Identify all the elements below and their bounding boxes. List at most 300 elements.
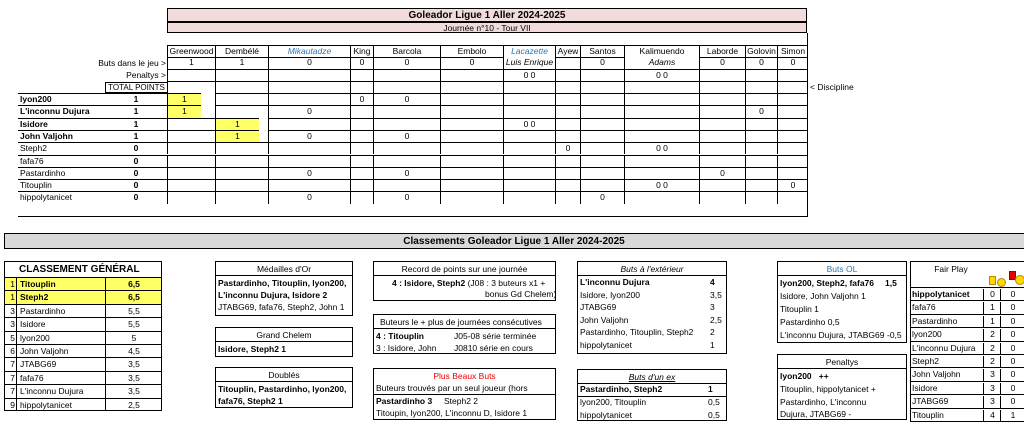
ranking-points: 6,5: [128, 279, 140, 289]
score-cell: [699, 142, 745, 154]
yellow-smiley-icon: [997, 278, 1006, 287]
exterieur-name: hippolytanicet: [580, 340, 632, 350]
participant-total: 1: [105, 105, 167, 117]
score-cell: [777, 93, 808, 105]
ranking-rank: 1: [5, 278, 17, 290]
exterieur-name: Pastardinho, Titouplin, Steph2: [580, 327, 694, 338]
fair-play-name: hippolytanicet: [912, 289, 984, 301]
score-cell: [624, 130, 699, 142]
buts-cell-2: 0: [268, 57, 350, 69]
score-cell: [699, 93, 745, 105]
ranking-points: 4,5: [128, 346, 140, 356]
ranking-points: 3,5: [128, 386, 140, 397]
ranking-points: 3,5: [128, 372, 140, 383]
score-cell: [350, 105, 373, 117]
participant-total: 0: [105, 142, 167, 154]
ranking-name: L'inconnu Dujura: [18, 385, 106, 397]
fair-play-yellow: 2: [985, 343, 1001, 355]
fair-play-name: John Valjohn: [912, 369, 984, 381]
player-header-0: Greenwood: [167, 45, 215, 57]
buts-cell-4: 0: [373, 57, 440, 69]
fair-play-name: Steph2: [912, 356, 984, 368]
player-header-4: Barcola: [373, 45, 440, 57]
score-cell: [440, 179, 503, 191]
fair-play-yellow: 3: [985, 383, 1001, 395]
score-cell: [440, 167, 503, 179]
score-cell: [503, 142, 555, 154]
fair-play-yellow: 1: [985, 316, 1001, 328]
buteurs-l1b: J05-08 série terminée: [454, 331, 537, 341]
main-title: Goleador Ligue 1 Aller 2024-2025: [167, 8, 807, 22]
score-cell: [580, 167, 624, 179]
fair-play-name: Titouplin: [912, 410, 984, 422]
ranking-name: Titouplin: [18, 278, 106, 290]
score-cell: 0: [745, 105, 777, 117]
fair-play-red: 0: [1010, 356, 1016, 366]
ranking-row: [5, 357, 161, 370]
ranking-row: [5, 331, 161, 344]
player-sub-9: Adams: [624, 57, 699, 69]
score-cell: [350, 155, 373, 167]
score-cell: [350, 130, 373, 142]
score-cell: [503, 130, 555, 142]
beaux-buts-line1: Buteurs trouvés par un seul joueur (hors: [376, 383, 528, 393]
buts-cell-6: 0 0: [503, 69, 555, 81]
score-cell: [440, 105, 503, 117]
score-cell: 0: [268, 167, 350, 179]
score-cell: 0: [268, 130, 350, 142]
score-cell: [580, 105, 624, 117]
fair-play-name: JTABG69: [912, 396, 984, 408]
ranking-row: [5, 277, 161, 290]
score-cell: [699, 191, 745, 203]
ranking-row: [5, 290, 161, 303]
record-title: Record de points sur une journée: [401, 264, 528, 274]
participant-name: lyon200: [18, 93, 105, 105]
medailles-line1: Pastardinho, Titouplin, lyon200,: [218, 278, 347, 288]
ranking-rank: 5: [5, 332, 17, 344]
score-cell: [215, 155, 268, 167]
score-cell: [373, 179, 440, 191]
score-cell: 0: [373, 130, 440, 142]
score-cell: [699, 118, 745, 130]
medailles-line3: JTABG69, fafa76, Steph2, John 1: [218, 302, 345, 312]
fair-play-red: 0: [1010, 289, 1016, 299]
ex-value: 0,5: [708, 397, 720, 407]
score-cell: [268, 179, 350, 191]
fair-play-name: lyon200: [912, 329, 984, 341]
score-cell: [699, 105, 745, 117]
buts-cell-9: 0 0: [624, 69, 699, 81]
buts-cell-1: 1: [215, 57, 268, 69]
score-cell: [699, 155, 745, 167]
ranking-row: [5, 371, 161, 384]
player-header-11: Golovin: [745, 45, 777, 57]
penaltys-box: [777, 354, 907, 420]
score-cell: [167, 191, 215, 203]
beaux-buts-title: Plus Beaux Buts: [433, 371, 496, 381]
fair-play-yellow: 2: [985, 356, 1001, 368]
buts-cell-11: 0: [745, 57, 777, 69]
score-cell: [503, 93, 555, 105]
penaltys-l1: lyon200 ++: [780, 371, 829, 381]
buts-ol-box: [777, 261, 907, 343]
fair-play-row: [911, 287, 1024, 300]
total-points-label: TOTAL POINTS: [105, 82, 167, 93]
buteurs-l2a: 3 : Isidore, John: [376, 343, 437, 353]
score-cell: [555, 105, 580, 117]
ex-title: Buts d'un ex: [628, 372, 676, 382]
fair-play-red: 1: [1010, 409, 1016, 420]
score-cell: [268, 93, 350, 105]
buteurs-title: Buteurs le + plus de journées consécutives: [380, 317, 542, 327]
score-cell: 0 0: [624, 179, 699, 191]
ranking-name: Pastardinho: [18, 305, 106, 317]
score-cell: [699, 130, 745, 142]
ranking-row: [5, 384, 161, 397]
fair-play-row: [911, 354, 1024, 367]
score-cell: [777, 105, 808, 117]
buts-cell-8: 0: [580, 57, 624, 69]
score-cell: 0: [580, 191, 624, 203]
score-cell: [777, 155, 808, 167]
ex-value: 0,5: [708, 410, 720, 420]
player-header-5: Embolo: [440, 45, 503, 57]
score-cell: [580, 118, 624, 130]
participant-name: L'inconnu Dujura: [18, 105, 105, 117]
score-cell: 1: [215, 130, 259, 142]
score-cell: [350, 179, 373, 191]
score-cell: [745, 93, 777, 105]
fair-play-name: L'inconnu Dujura: [912, 343, 984, 355]
medailles-title: Médailles d'Or: [256, 264, 312, 274]
fair-play-yellow: 4: [985, 410, 1001, 422]
score-cell: [745, 179, 777, 191]
score-cell: [580, 179, 624, 191]
score-cell: [503, 105, 555, 117]
score-cell: [580, 142, 624, 154]
buteurs-box: [373, 314, 556, 354]
score-cell: [215, 179, 268, 191]
participant-total: 0: [105, 167, 167, 179]
score-cell: [350, 167, 373, 179]
exterieur-name: L'inconnu Dujura: [580, 277, 650, 287]
score-cell: [503, 179, 555, 191]
classement-general: [4, 261, 162, 411]
fair-play-row: [911, 341, 1024, 354]
score-cell: [699, 179, 745, 191]
score-grid: [18, 33, 808, 217]
ranking-rank: 6: [5, 345, 17, 357]
score-cell: [503, 191, 555, 203]
buts-ol-l5a: L'inconnu Dujura, JTABG69: [780, 330, 885, 340]
score-cell: [503, 155, 555, 167]
score-cell: [555, 155, 580, 167]
score-cell: [555, 93, 580, 105]
participant-total: 1: [105, 93, 167, 105]
score-cell: 0 0: [624, 142, 699, 154]
ranking-name: John Valjohn: [18, 345, 106, 357]
score-cell: [167, 179, 215, 191]
fair-play-row: [911, 408, 1024, 421]
ex-name: Pastardinho, Steph2: [580, 384, 663, 394]
exterieur-name: Isidore, lyon200: [580, 289, 641, 300]
score-cell: [580, 155, 624, 167]
score-cell: [503, 167, 555, 179]
player-sub-6: Luis Enrique: [503, 57, 555, 69]
fair-play-box: [910, 261, 1024, 422]
ex-value: 1: [708, 384, 713, 394]
fair-play-red: 0: [1010, 315, 1016, 326]
score-cell: [373, 142, 440, 154]
player-header-10: Laborde: [699, 45, 745, 57]
ranking-row: [5, 317, 161, 330]
doubles-line1: Titouplin, Pastardinho, lyon200,: [218, 384, 347, 394]
score-cell: [268, 155, 350, 167]
ex-box: [577, 369, 727, 421]
score-cell: [555, 118, 580, 130]
buts-ol-l2: Isidore, John Valjohn 1: [780, 291, 866, 301]
buts-cell-3: 0: [350, 57, 373, 69]
participant-name: Steph2: [18, 142, 105, 154]
score-cell: 0: [268, 191, 350, 203]
penaltys-l4: Dujura, JTABG69 -: [780, 409, 852, 419]
fair-play-title: Fair Play: [934, 264, 968, 274]
participant-total: 1: [105, 130, 167, 142]
exterieur-value: 3: [710, 302, 715, 313]
buts-cell-7: [555, 57, 580, 69]
score-cell: [745, 142, 777, 154]
yellow-card-icon: [989, 276, 996, 285]
penaltys-label: Penaltys >: [126, 70, 166, 80]
ranking-name: JTABG69: [18, 358, 106, 370]
buts-ol-title: Buts OL: [826, 264, 858, 274]
participant-name: Isidore: [18, 118, 105, 130]
penaltys-l2: Titouplin, hippolytanicet +: [780, 384, 876, 394]
fair-play-row: [911, 367, 1024, 380]
beaux-buts-line3: Titoupin, lyon200, L'inconnu D, Isidore 1: [376, 408, 528, 418]
score-cell: [167, 118, 215, 130]
score-cell: [215, 93, 268, 105]
score-cell: 0: [373, 93, 440, 105]
ranking-points: 2,5: [128, 399, 140, 410]
score-cell: 0: [699, 167, 745, 179]
score-cell: [555, 191, 580, 203]
score-cell: [268, 118, 350, 130]
fair-play-red: 0: [1010, 382, 1016, 393]
player-header-6: Lacazette: [503, 45, 555, 57]
doubles-line2: fafa76, Steph2 1: [218, 396, 283, 406]
participant-total: 0: [105, 155, 167, 167]
fair-play-row: [911, 381, 1024, 394]
ranking-row: [5, 398, 161, 411]
participant-name: hippolytanicet: [18, 191, 105, 203]
ex-name: lyon200, Titouplin: [580, 397, 647, 407]
fair-play-row: [911, 327, 1024, 340]
score-cell: [745, 191, 777, 203]
buts-label: Buts dans le jeu >: [98, 58, 166, 68]
ranking-points: 5,5: [128, 319, 140, 330]
fair-play-red: 0: [1010, 329, 1016, 340]
score-cell: 0: [350, 93, 373, 105]
fair-play-red: 0: [1010, 302, 1016, 313]
ranking-rank: 3: [5, 318, 17, 330]
score-cell: [440, 118, 503, 130]
participant-total: 0: [105, 179, 167, 191]
ranking-points: 6,5: [128, 292, 140, 303]
buteurs-l2b: J0810 série en cours: [454, 343, 533, 353]
fair-play-red: 0: [1010, 342, 1016, 353]
score-cell: [167, 167, 215, 179]
exterieur-value: 3,5: [710, 289, 722, 300]
beaux-buts-box: [373, 368, 556, 420]
score-cell: [167, 142, 215, 154]
player-header-2: Mikautadze: [268, 45, 350, 57]
buts-cell-5: 0: [440, 57, 503, 69]
beaux-buts-l2b: Steph2 2: [444, 396, 479, 406]
score-cell: [215, 105, 268, 117]
discipline-label: < Discipline: [810, 82, 854, 92]
grand-chelem-line: Isidore, Steph2 1: [218, 344, 287, 354]
score-cell: [373, 105, 440, 117]
fair-play-yellow: 3: [985, 396, 1001, 408]
score-cell: [745, 167, 777, 179]
ranking-rank: 7: [5, 372, 17, 384]
ranking-rank: 1: [5, 291, 17, 303]
ranking-rank: 3: [5, 305, 17, 317]
medailles-line2: L'inconnu Dujura, Isidore 2: [218, 290, 328, 300]
score-cell: [373, 155, 440, 167]
exterieur-box: [577, 261, 727, 354]
score-cell: [777, 142, 808, 154]
score-cell: 0: [555, 142, 580, 154]
score-cell: [777, 191, 808, 203]
participant-name: John Valjohn: [18, 130, 105, 142]
score-cell: [555, 167, 580, 179]
player-header-8: Santos: [580, 45, 624, 57]
score-cell: [350, 142, 373, 154]
score-cell: [440, 130, 503, 142]
score-cell: 1: [167, 105, 201, 117]
score-cell: [745, 155, 777, 167]
score-cell: 0: [373, 191, 440, 203]
buteurs-l1a: 4 : Titouplin: [376, 331, 425, 341]
fair-play-red: 0: [1010, 396, 1016, 407]
score-cell: [624, 105, 699, 117]
score-cell: [440, 191, 503, 203]
score-cell: [777, 118, 808, 130]
exterieur-title: Buts à l'extérieur: [620, 264, 684, 274]
exterieur-value: 2: [710, 327, 715, 338]
record-line1: 4 : Isidore, Steph2 (J08 : 3 buteurs x1 +: [392, 278, 546, 288]
fair-play-yellow: 2: [985, 329, 1001, 341]
exterieur-value: 4: [710, 277, 715, 287]
buts-ol-l1a: lyon200, Steph2, fafa76: [780, 278, 875, 288]
ranking-rank: 9: [5, 399, 17, 411]
score-cell: [624, 118, 699, 130]
score-cell: [777, 167, 808, 179]
record-line2: bonus Gd Chelem): [485, 289, 557, 299]
score-cell: [580, 130, 624, 142]
score-cell: [580, 93, 624, 105]
grand-chelem-box: [215, 327, 353, 357]
fair-play-row: [911, 300, 1024, 313]
ranking-rank: 7: [5, 358, 17, 370]
participant-total: 1: [105, 118, 167, 130]
exterieur-name: JTABG69: [580, 302, 617, 313]
score-cell: [268, 142, 350, 154]
buts-ol-l4: Pastardinho 0,5: [780, 317, 840, 327]
score-cell: [350, 118, 373, 130]
ranking-name: lyon200: [18, 332, 106, 344]
penaltys-l3: Pastardinho, L'inconnu: [780, 397, 867, 407]
player-header-12: Simon: [777, 45, 808, 57]
record-box: [373, 261, 556, 301]
classements-title: Classements Goleador Ligue 1 Aller 2024-2025: [403, 236, 625, 247]
fair-play-name: fafa76: [912, 302, 984, 314]
ranking-rank: 7: [5, 385, 17, 397]
score-cell: [373, 118, 440, 130]
score-cell: 0: [777, 179, 808, 191]
player-header-3: King: [350, 45, 373, 57]
participant-name: Pastardinho: [18, 167, 105, 179]
score-cell: 0: [373, 167, 440, 179]
score-cell: [624, 191, 699, 203]
exterieur-name: John Valjohn: [580, 314, 629, 325]
red-smiley-icon: [1015, 275, 1024, 285]
score-cell: [624, 93, 699, 105]
exterieur-value: 2,5: [710, 314, 722, 325]
buts-cell-0: 1: [167, 57, 215, 69]
fair-play-row: [911, 394, 1024, 407]
fair-play-row: [911, 314, 1024, 327]
ex-name: hippolytanicet: [580, 410, 632, 420]
ranking-points: 5,5: [128, 305, 140, 316]
score-cell: [440, 155, 503, 167]
doubles-title: Doublés: [268, 370, 300, 380]
participant-total: 0: [105, 191, 167, 203]
score-cell: [624, 167, 699, 179]
buts-ol-l5b: -0,5: [887, 330, 902, 340]
fair-play-yellow: 0: [985, 289, 1001, 301]
score-cell: [555, 130, 580, 142]
score-cell: [215, 191, 268, 203]
score-cell: 1: [215, 118, 259, 130]
score-cell: [624, 155, 699, 167]
score-cell: [167, 155, 215, 167]
buts-ol-l1b: 1,5: [885, 278, 897, 288]
fair-play-red: 0: [1010, 369, 1016, 380]
grand-chelem-title: Grand Chelem: [256, 330, 312, 340]
beaux-buts-l2a: Pastardinho 3: [376, 396, 433, 406]
ranking-name: Isidore: [18, 318, 106, 330]
score-cell: [215, 167, 268, 179]
buts-ol-l3: Titouplin 1: [780, 304, 819, 314]
player-header-1: Dembélé: [215, 45, 268, 57]
ranking-name: fafa76: [18, 372, 106, 384]
score-cell: [167, 130, 215, 142]
score-cell: [215, 142, 268, 154]
player-header-7: Ayew: [555, 45, 580, 57]
exterieur-value: 1: [710, 340, 715, 350]
medailles-box: [215, 261, 353, 316]
score-cell: [440, 142, 503, 154]
fair-play-yellow: 3: [985, 369, 1001, 381]
score-cell: [440, 93, 503, 105]
fair-play-name: Pastardinho: [912, 316, 984, 328]
score-cell: [745, 130, 777, 142]
general-title: CLASSEMENT GÉNÉRAL: [19, 264, 140, 275]
